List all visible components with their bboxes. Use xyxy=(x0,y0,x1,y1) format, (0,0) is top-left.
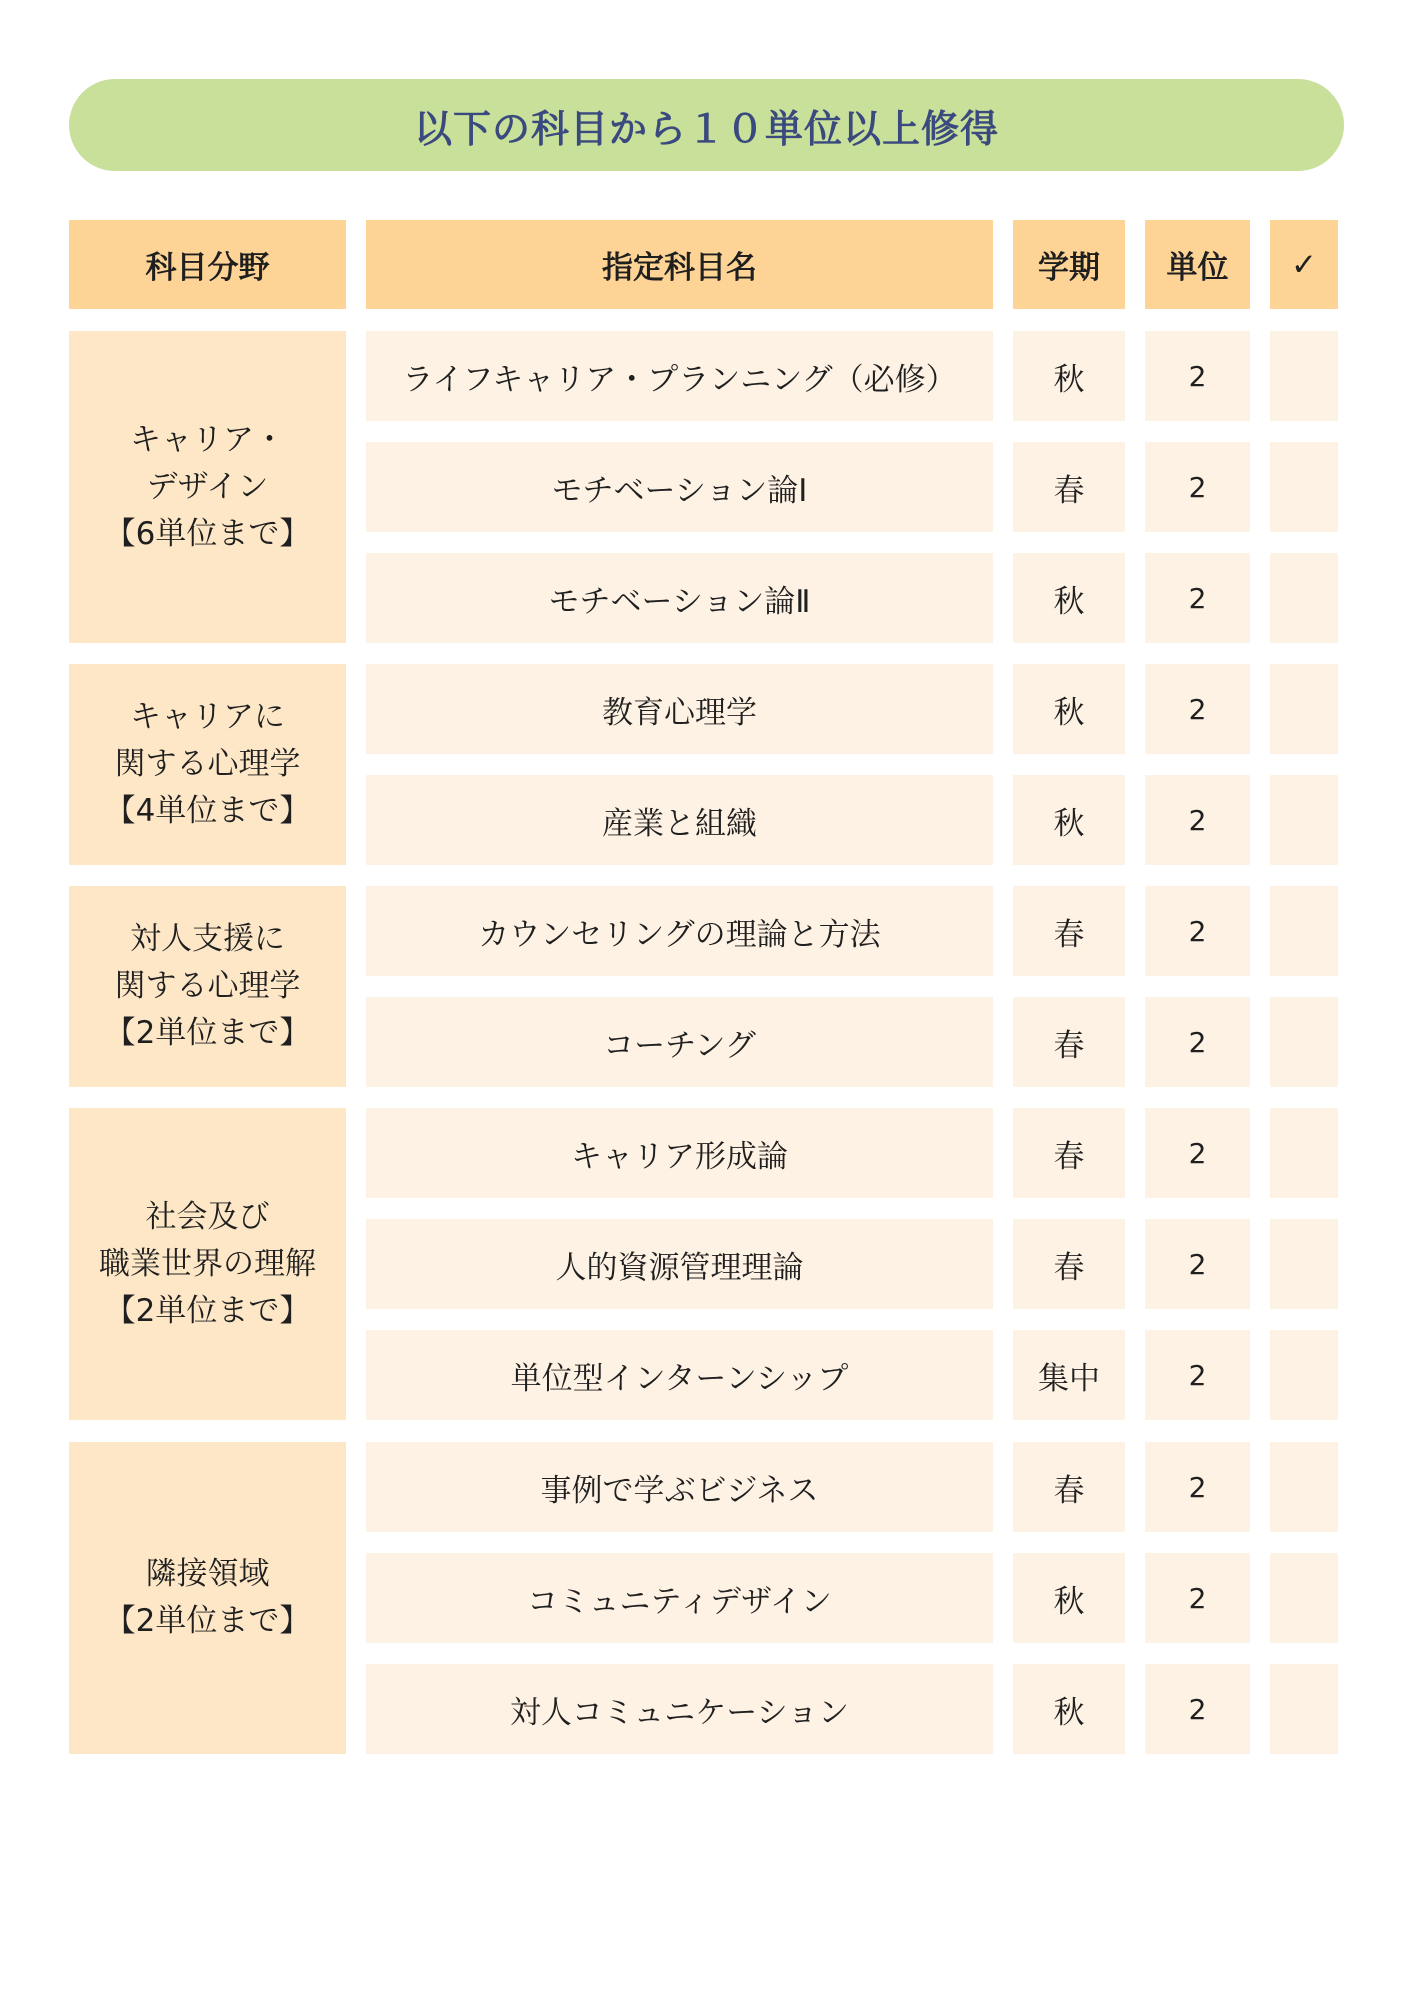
course-term: 春 xyxy=(1013,442,1125,532)
category-line: デザイン xyxy=(146,468,269,505)
course-credits: 2 xyxy=(1145,886,1250,976)
check-box[interactable] xyxy=(1270,1664,1338,1754)
course-credits: 2 xyxy=(1145,1553,1250,1643)
category-cell xyxy=(69,1108,346,1420)
category-line: キャリアに xyxy=(130,699,285,735)
course-term: 秋 xyxy=(1013,1553,1125,1643)
course-name: 教育心理学 xyxy=(366,664,993,754)
header-check: ✓ xyxy=(1270,220,1338,309)
course-name: コミュニティデザイン xyxy=(366,1553,993,1643)
course-credits: 2 xyxy=(1145,775,1250,865)
course-name: モチベーション論Ⅰ xyxy=(366,442,993,532)
check-box[interactable] xyxy=(1270,886,1338,976)
check-box[interactable] xyxy=(1270,442,1338,532)
course-term: 春 xyxy=(1013,886,1125,976)
course-term: 秋 xyxy=(1013,553,1125,643)
course-credits: 2 xyxy=(1145,1442,1250,1532)
check-box[interactable] xyxy=(1270,1108,1338,1198)
course-credits: 2 xyxy=(1145,331,1250,421)
course-credits: 2 xyxy=(1145,1108,1250,1198)
course-credits: 2 xyxy=(1145,1330,1250,1420)
course-term: 集中 xyxy=(1013,1330,1125,1420)
check-box[interactable] xyxy=(1270,664,1338,754)
course-name: 単位型インターンシップ xyxy=(366,1330,993,1420)
check-box[interactable] xyxy=(1270,1219,1338,1309)
check-box[interactable] xyxy=(1270,775,1338,865)
course-name: 人的資源管理理論 xyxy=(366,1219,993,1309)
category-line: 【4単位まで】 xyxy=(104,793,311,829)
check-box[interactable] xyxy=(1270,553,1338,643)
check-box[interactable] xyxy=(1270,1330,1338,1420)
course-credits: 2 xyxy=(1145,1664,1250,1754)
course-term: 秋 xyxy=(1013,664,1125,754)
header-course: 指定科目名 xyxy=(366,220,993,309)
category-line: 関する心理学 xyxy=(114,746,301,782)
course-term: 秋 xyxy=(1013,331,1125,421)
header-field: 科目分野 xyxy=(69,220,346,309)
course-name: モチベーション論Ⅱ xyxy=(366,553,993,643)
category-line: 社会及び xyxy=(145,1198,270,1235)
course-name: キャリア形成論 xyxy=(366,1108,993,1198)
course-credits: 2 xyxy=(1145,997,1250,1087)
header-term: 学期 xyxy=(1013,220,1125,309)
course-credits: 2 xyxy=(1145,442,1250,532)
header-credits: 単位 xyxy=(1145,220,1250,309)
category-line: 【2単位まで】 xyxy=(104,1015,311,1051)
course-credits: 2 xyxy=(1145,553,1250,643)
category-cell xyxy=(69,331,346,643)
category-line: 職業世界の理解 xyxy=(99,1245,316,1282)
category-cell xyxy=(69,664,346,865)
course-name: 事例で学ぶビジネス xyxy=(366,1442,993,1532)
category-line: 【2単位まで】 xyxy=(104,1603,311,1639)
course-credits: 2 xyxy=(1145,1219,1250,1309)
check-box[interactable] xyxy=(1270,1553,1338,1643)
category-cell xyxy=(69,886,346,1087)
course-name: コーチング xyxy=(366,997,993,1087)
page-banner: 以下の科目から１０単位以上修得 xyxy=(69,79,1344,171)
course-term: 春 xyxy=(1013,997,1125,1087)
course-name: 産業と組織 xyxy=(366,775,993,865)
course-term: 秋 xyxy=(1013,1664,1125,1754)
check-box[interactable] xyxy=(1270,997,1338,1087)
course-term: 春 xyxy=(1013,1219,1125,1309)
category-line: 関する心理学 xyxy=(114,968,301,1004)
course-term: 春 xyxy=(1013,1442,1125,1532)
category-line: 隣接領域 xyxy=(145,1556,270,1592)
check-box[interactable] xyxy=(1270,331,1338,421)
category-cell xyxy=(69,1442,346,1754)
category-line: 対人支援に xyxy=(130,921,285,957)
check-box[interactable] xyxy=(1270,1442,1338,1532)
category-line: キャリア・ xyxy=(130,421,285,458)
course-name: 対人コミュニケーション xyxy=(366,1664,993,1754)
category-line: 【6単位まで】 xyxy=(104,515,311,552)
category-line: 【2単位まで】 xyxy=(104,1292,311,1329)
course-name: カウンセリングの理論と方法 xyxy=(366,886,993,976)
course-term: 春 xyxy=(1013,1108,1125,1198)
course-credits: 2 xyxy=(1145,664,1250,754)
course-name: ライフキャリア・プランニング（必修） xyxy=(366,331,993,421)
course-term: 秋 xyxy=(1013,775,1125,865)
